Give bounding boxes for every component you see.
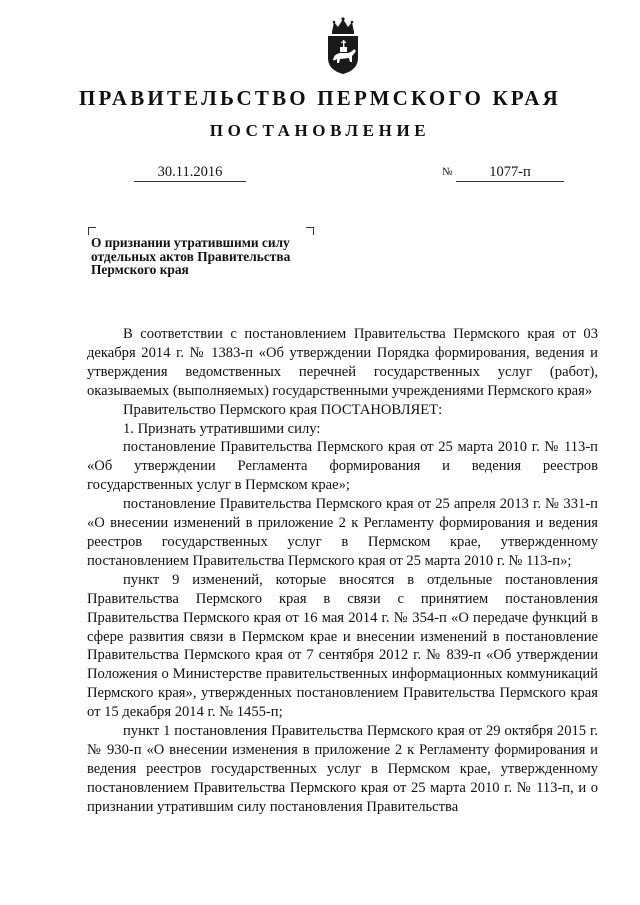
- body-paragraph: В соответствии с постановлением Правительства Пермского края от 03 декабря 2014 г. № 1383-п «Об утверждении Порядка формирования, ведения и утверждения ведомственных перечней государственных услуг (работ), оказываемых (выполняемых) государственными учреждениями Пермского края»: [87, 326, 598, 399]
- document-number: 1077-п: [456, 163, 564, 182]
- coat-of-arms-icon: [323, 16, 363, 76]
- subject-corner-left: [88, 227, 96, 235]
- organization-title: ПРАВИТЕЛЬСТВО ПЕРМСКОГО КРАЯ: [78, 86, 561, 110]
- document-subject: [91, 236, 331, 277]
- subject-line: Пермского края: [91, 262, 189, 278]
- body-paragraph: пункт 1 постановления Правительства Пермского края от 29 октября 2015 г. № 930-п «О внесении изменения в приложение 2 к Регламенту формирования и ведения реестров государственных услуг в Пермском крае, утвержденному постановлением Правительства Пермского края от 25 марта 2010 г. № 113-п, и о признании утратившим силу постановления Правительства: [87, 723, 598, 815]
- document-type: ПОСТАНОВЛЕНИЕ: [209, 121, 431, 140]
- document-body: [87, 325, 598, 817]
- subject-corner-right: [306, 227, 314, 235]
- body-paragraph: Правительство Пермского края ПОСТАНОВЛЯЕТ:: [123, 401, 443, 418]
- body-paragraph: 1. Признать утратившими силу:: [123, 420, 321, 437]
- document-date: 30.11.2016: [134, 163, 246, 182]
- body-paragraph: пункт 9 изменений, которые вносятся в отдельные постановления Правительства Пермского края в связи с принятием постановления Правительства Пермского края от 16 мая 2014 г. № 354-п «О передаче функций в сфере развития связи в Пермском крае и внесении изменений в постановление Правительства Пермского края от 7 сентября 2012 г. № 839-п «Об утверждении Положения о Министерстве правительственных информационных коммуникаций Пермского края», утвержденных постановлением Правительства Пермского края от 15 декабря 2014 г. № 1455-п;: [87, 571, 598, 721]
- number-sign: №: [442, 166, 453, 178]
- body-paragraph: постановление Правительства Пермского края от 25 апреля 2013 г. № 331-п «О внесении изменений в приложение 2 к Регламенту формирования и ведения реестров государственных услуг в Пермском крае, утвержденному постановлением Правительства Пермского края от 25 марта 2010 г. № 113-п»;: [87, 496, 598, 569]
- body-paragraph: постановление Правительства Пермского края от 25 марта 2010 г. № 113-п «Об утверждении Регламента формирования и ведения реестров государственных услуг в Пермском крае»;: [87, 439, 598, 494]
- subject-line: О признании утратившими силу: [91, 235, 290, 250]
- subject-line: отдельных актов Правительства: [91, 248, 291, 264]
